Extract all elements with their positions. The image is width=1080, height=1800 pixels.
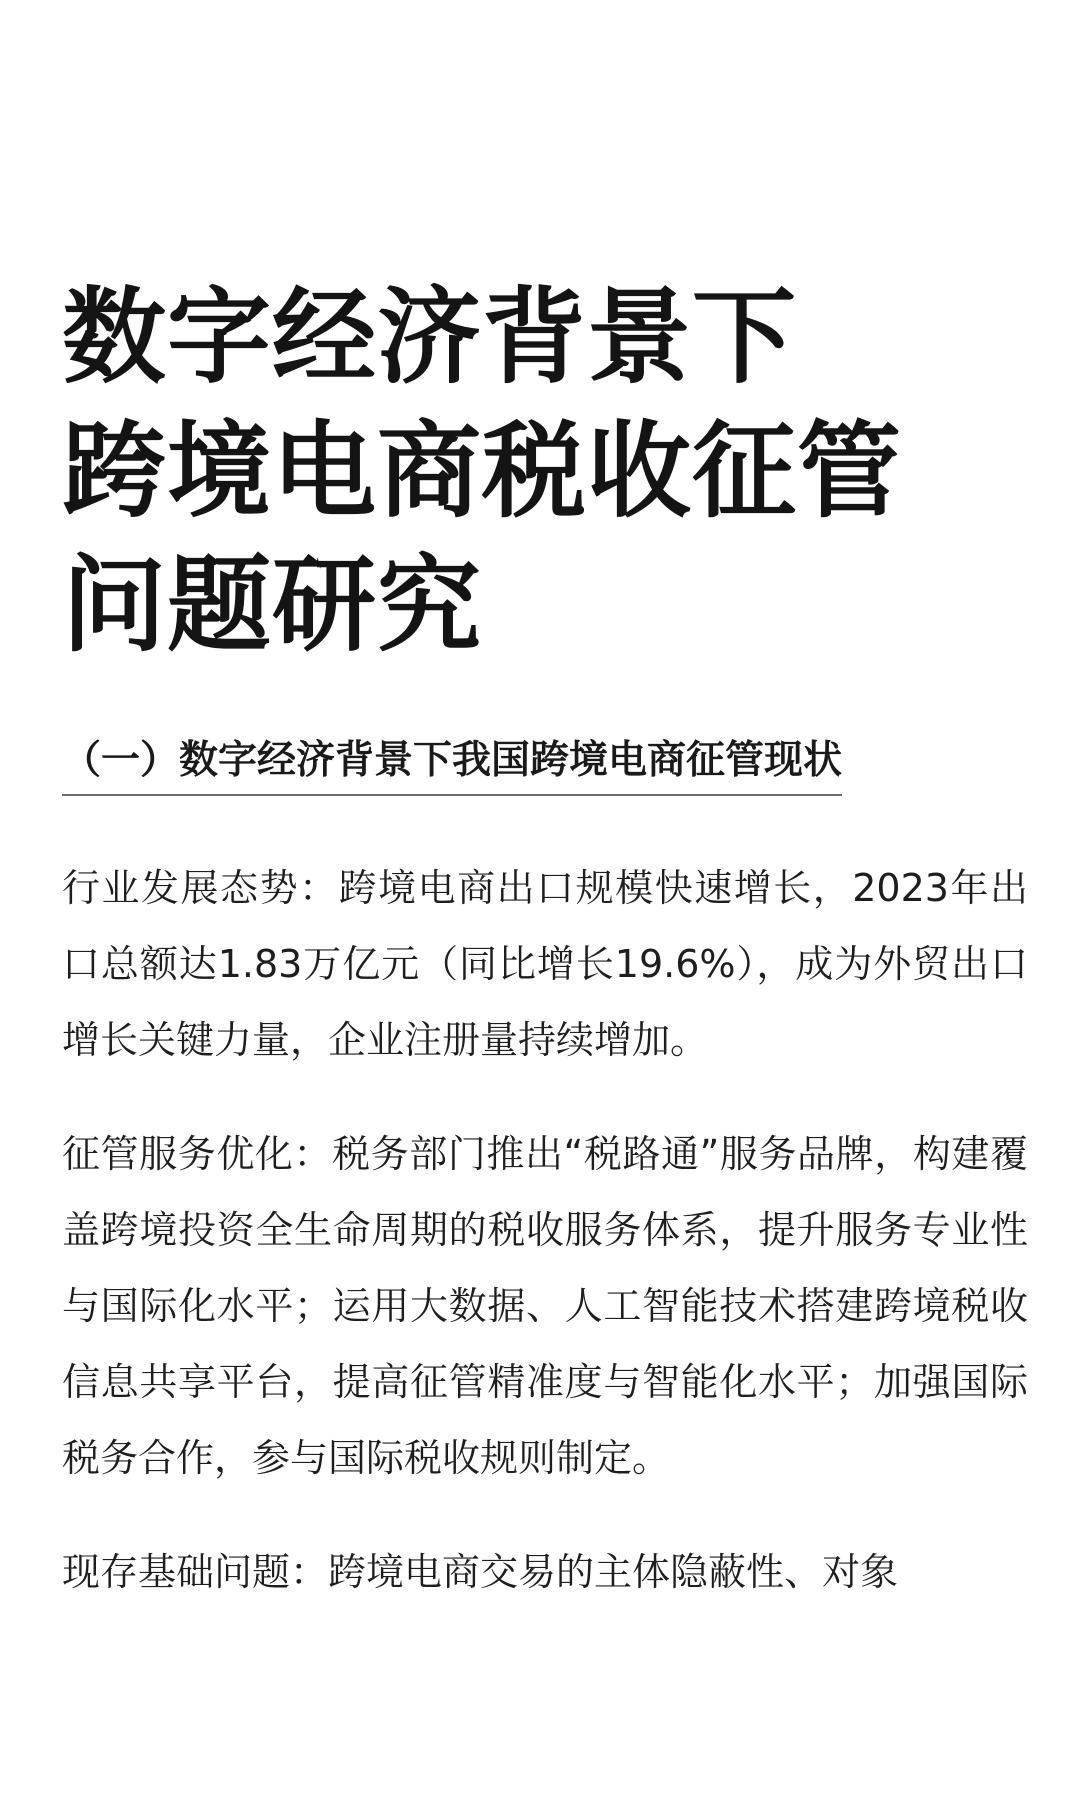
title-line: 跨境电商税收征管 — [62, 410, 903, 532]
title-line: 数字经济背景下 — [62, 276, 798, 398]
document-page — [62, 270, 1028, 1610]
paragraph-existing-problems: 现存基础问题：跨境电商交易的主体隐蔽性、对象 — [62, 1550, 899, 1594]
section-heading: （一）数字经济背景下我国跨境电商征管现状 — [62, 734, 842, 796]
paragraph-industry-trend: 行业发展态势：跨境电商出口规模快速增长，2023年出口总额达1.83万亿元（同比增长19.6%），成为外贸出口增长关键力量，企业注册量持续增加。 — [62, 866, 1028, 1062]
document-title — [62, 270, 1028, 672]
title-line: 问题研究 — [62, 544, 483, 666]
paragraph-service-optimization: 征管服务优化：税务部门推出“税路通”服务品牌，构建覆盖跨境投资全生命周期的税收服务体系，提升服务专业性与国际化水平；运用大数据、人工智能技术搭建跨境税收信息共享平台，提高征管精准度与智能化水平；加强国际税务合作，参与国际税收规则制定。 — [62, 1132, 1028, 1480]
